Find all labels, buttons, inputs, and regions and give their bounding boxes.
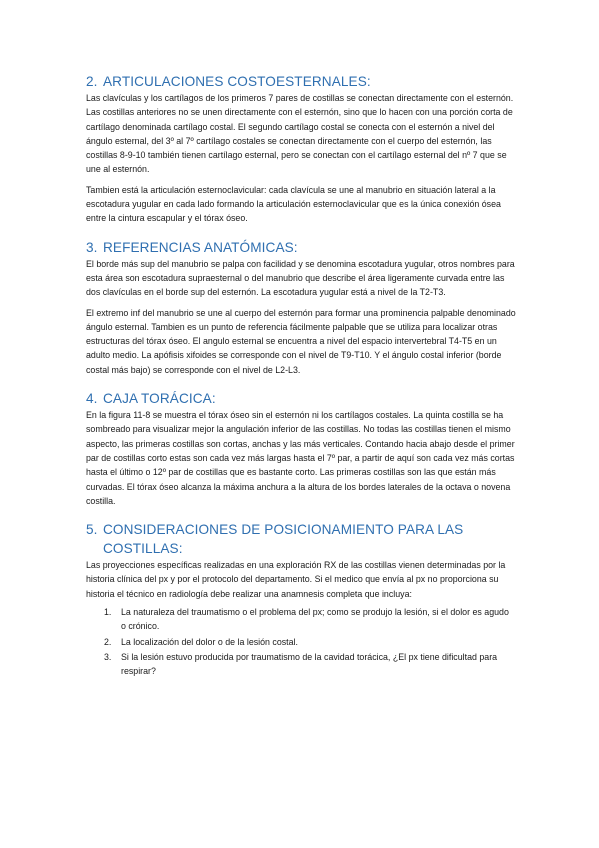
section-title: ARTICULACIONES COSTOESTERNALES: [103, 74, 371, 89]
list-marker: 2. [104, 636, 112, 647]
list-item [104, 605, 516, 634]
section-title: CONSIDERACIONES DE POSICIONAMIENTO PARA LAS [103, 522, 464, 538]
section-title-continuation: COSTILLAS: [103, 541, 183, 557]
list-item [104, 635, 516, 649]
paragraph: El borde más sup del manubrio se palpa con facilidad y se denomina escotadura yugular, otros nombres para esta área son escotadura supraesternal o del manubrio que describe el área ligeramente curvada entre las dos clavículas en el borde sup del esternón. La escotadura yugular está a nivel de la T2-T3. [86, 258, 515, 298]
section-heading [86, 389, 516, 408]
section-number: 4. [86, 391, 98, 407]
list-marker: 1. [104, 607, 112, 618]
section-number: 2. [86, 74, 98, 89]
paragraph: El extremo inf del manubrio se une al cuerpo del esternón para formar una prominencia palpable denominado ángulo esternal. Tambien es un punto de referencia fácilmente palpable que se utiliza para localizar otras estructuras del tórax óseo. El angulo esternal se encuentra a nivel del espacio intervertebral T4-T5 en un adulto medio. La apófisis xifoides se corresponde con el nivel de T9-T10. Y el ángulo costal inferior (borde costal más bajo) se corresponde con el nivel de L2-L3. [86, 307, 516, 375]
section-number: 3. [86, 239, 98, 255]
section-title: CAJA TORÁCICA: [103, 391, 216, 407]
list-item-text: Si la lesión estuvo producida por traumatismo de la cavidad torácica, ¿El px tiene dificultad para respirar? [121, 651, 498, 677]
section-title: REFERENCIAS ANATÓMICAS: [103, 239, 298, 255]
list-marker: 3. [104, 651, 112, 662]
section-heading [86, 520, 516, 558]
paragraph: Las proyecciones específicas realizadas en una exploración RX de las costillas vienen determinadas por la historia clínica del px y por el protocolo del departamento. Si el medico que envía al px no proporciona su historia el técnico en radiología debe realizar una anamnesis completa que incluya: [86, 560, 506, 599]
numbered-list [86, 605, 516, 678]
list-item-text: La naturaleza del traumatismo o el problema del px; como se produjo la lesión, si el dolor es agudo o crónico. [121, 607, 509, 632]
paragraph: Las clavículas y los cartílagos de los primeros 7 pares de costillas se conectan directamente con el esternón. Las costillas anteriores no se unen directamente con el esternón, sino que lo hacen con una porción corta de cartílago denominada cartílago costal. El segundo cartílago costal se conecta con el esternón a nivel del ángulo esternal, del 3º al 7º cartílago costales se conectan directamente con el cuerpo del esternón, las costillas 8-9-10 también tienen cartílago esternal, pero se conectan con el cartílago esternal del nº 7 que se une al esternón. [86, 93, 514, 175]
section-heading [86, 72, 516, 91]
list-item-text: La localización del dolor o de la lesión costal. [121, 636, 298, 647]
paragraph: Tambien está la articulación esternoclavicular: cada clavícula se une al manubrio en situación lateral a la escotadura yugular en cada lado formando la articulación esternoclavicular que es la única conexión ósea entre la cintura escapular y el tórax óseo. [86, 184, 501, 224]
list-item [104, 650, 516, 679]
document-body [86, 72, 516, 680]
section-heading [86, 238, 516, 257]
section-number: 5. [86, 522, 98, 538]
paragraph: En la figura 11-8 se muestra el tórax óseo sin el esternón ni los cartílagos costales. La quinta costilla se ha sombreado para visualizar mejor la angulación inferior de las costillas. No todas las costillas tienen el mismo aspecto, las primeras costillas son cortas, anchas y las más verticales. Contando hacia abajo desde el primer par de costillas corto estas son cada vez más largas hasta el 7º par, a partir de aquí son cada vez más cortas hasta el último o 12º par de costillas que es bastante corto. Las primeras costillas son las que están más curvadas. El tórax óseo alcanza la máxima anchura a la altura de los bordes laterales de la octava o novena costilla. [86, 410, 515, 506]
